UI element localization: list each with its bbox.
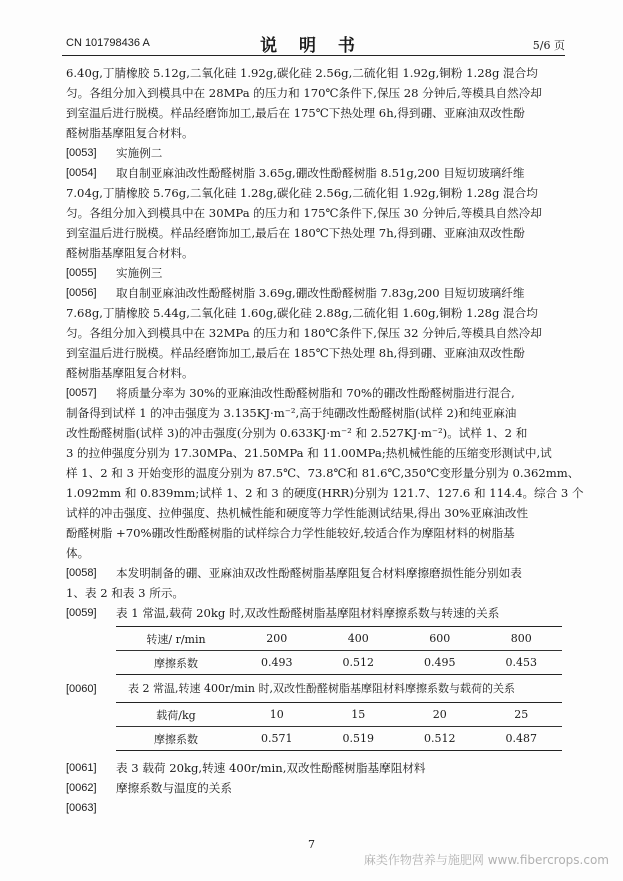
text-line: 本发明制备的硼、亚麻油双改性酚醛树脂基摩阻复合材料摩擦磨损性能分别如表 <box>116 566 522 580</box>
table-cell: 0.571 <box>261 732 293 745</box>
table-row <box>116 651 562 675</box>
table-cell: 0.519 <box>342 732 374 745</box>
table-caption: 表 3 载荷 20kg,转速 400r/min,双改性酚醛树脂基摩阻材料 <box>116 761 426 775</box>
table-cell: 摩擦系数 <box>154 732 198 746</box>
paragraph-tag: [0063] <box>66 802 97 814</box>
table-cell: 400 <box>347 632 369 645</box>
table-cell: 800 <box>510 632 532 645</box>
text-line: 样 1、2 和 3 开始变形的温度分别为 87.5℃、73.8℃和 81.6℃,350℃变形量分别为 0.362mm、 <box>66 466 580 480</box>
text-line: 7.04g,丁腈橡胶 5.76g,二氧化硅 1.28g,碳化硅 2.56g,二硫化钼 1.92g,铜粉 1.28g 混合均 <box>66 186 538 200</box>
text-line: 匀。各组分加入到模具中在 30MPa 的压力和 175℃条件下,保压 30 分钟后,等模具自然冷却 <box>66 206 542 220</box>
table-1 <box>116 626 562 675</box>
table-cell: 200 <box>266 632 288 645</box>
text-line: 7.68g,丁腈橡胶 5.44g,二氧化硅 1.60g,碳化硅 2.88g,二硫化钼 1.60g,铜粉 1.28g 混合均 <box>66 306 538 320</box>
table-caption: 表 1 常温,载荷 20kg 时,双改性酚醛树脂基摩阻材料摩擦系数与转速的关系 <box>116 606 500 620</box>
table-cell: 0.512 <box>342 656 374 669</box>
text-line: 摩擦系数与温度的关系 <box>116 781 232 795</box>
table-header-row <box>116 627 562 651</box>
table-cell: 0.487 <box>505 732 537 745</box>
table-row <box>116 727 562 751</box>
text-line: 3 的拉伸强度分别为 17.30MPa、21.50MPa 和 11.00MPa;热机械性能的压缩变形测试中,试 <box>66 446 552 460</box>
page-number: 7 <box>308 838 315 851</box>
table-cell: 10 <box>269 708 284 721</box>
text-line: 到室温后进行脱模。样品经磨饰加工,最后在 185℃下热处理 8h,得到硼、亚麻油双改性酚 <box>66 346 525 360</box>
text-line: 试样的冲击强度、拉伸强度、热机械性能和硬度等力学性能测试结果,得出 30%亚麻油改性 <box>66 506 529 520</box>
text-line: 改性酚醛树脂(试样 3)的冲击强度(分别为 0.633KJ·m⁻² 和 2.527KJ·m⁻²)。试样 1、2 和 <box>66 426 528 440</box>
paragraph-tag: [0058] <box>66 567 97 579</box>
table-cell: 25 <box>514 708 529 721</box>
text-line: 1.092mm 和 0.839mm;试样 1、2 和 3 的硬度(HRR)分别为 121.7、127.6 和 114.4。综合 3 个 <box>66 486 584 500</box>
table-cell: 600 <box>429 632 451 645</box>
section-heading: 实施例二 <box>116 146 163 160</box>
table-2 <box>116 702 562 751</box>
table-header-row <box>116 703 562 727</box>
text-line: 制备得到试样 1 的冲击强度为 3.135KJ·m⁻²,高于纯硼改性酚醛树脂(试样 2)和纯亚麻油 <box>66 406 517 420</box>
table-cell: 载荷/kg <box>156 708 196 722</box>
paragraph-tag: [0056] <box>66 287 97 299</box>
paragraph-tag: [0062] <box>66 782 97 794</box>
paragraph-tag: [0053] <box>66 147 97 159</box>
patent-number: CN 101798436 A <box>66 37 150 49</box>
text-line: 匀。各组分加入到模具中在 32MPa 的压力和 180℃条件下,保压 32 分钟后,等模具自然冷却 <box>66 326 542 340</box>
text-line: 到室温后进行脱模。样品经磨饰加工,最后在 180℃下热处理 7h,得到硼、亚麻油双改性酚 <box>66 226 525 240</box>
text-line: 取自制亚麻油改性酚醛树脂 3.65g,硼改性酚醛树脂 8.51g,200 目短切玻璃纤维 <box>116 166 525 180</box>
table-cell: 转速/ r/min <box>146 632 206 646</box>
paragraph-tag: [0057] <box>66 387 97 399</box>
text-line: 取自制亚麻油改性酚醛树脂 3.69g,硼改性酚醛树脂 7.83g,200 目短切玻璃纤维 <box>116 286 525 300</box>
table-cell: 0.493 <box>261 656 293 669</box>
text-line: 1、表 2 和表 3 所示。 <box>66 586 185 600</box>
table-cell: 0.453 <box>505 656 537 669</box>
table-caption: 表 2 常温,转速 400r/min 时,双改性酚醛树脂基摩阻材料摩擦系数与载荷的关系 <box>128 682 515 695</box>
text-line: 匀。各组分加入到模具中在 28MPa 的压力和 170℃条件下,保压 28 分钟后,等模具自然冷却 <box>66 86 542 100</box>
watermark: 麻类作物营养与施肥网 www.fibercrops.com <box>363 853 609 867</box>
table-cell: 0.495 <box>424 656 456 669</box>
paragraph-tag: [0061] <box>66 762 97 774</box>
text-line: 醛树脂基摩阻复合材料。 <box>66 246 194 260</box>
page-indicator: 5/6 页 <box>532 39 565 52</box>
paragraph-tag: [0060] <box>66 683 97 695</box>
paragraph-tag: [0055] <box>66 267 97 279</box>
text-line: 酚醛树脂 +70%硼改性酚醛树脂的试样综合力学性能较好,较适合作为摩阻材料的树脂基 <box>66 526 515 540</box>
text-line: 体。 <box>66 546 90 560</box>
table-cell: 15 <box>351 708 366 721</box>
text-line: 将质量分率为 30%的亚麻油改性酚醛树脂和 70%的硼改性酚醛树脂进行混合, <box>116 386 515 400</box>
section-heading: 实施例三 <box>116 266 163 280</box>
text-line: 6.40g,丁腈橡胶 5.12g,二氧化硅 1.92g,碳化硅 2.56g,二硫化钼 1.92g,铜粉 1.28g 混合均 <box>66 66 538 80</box>
paragraph-tag: [0059] <box>66 607 97 619</box>
paragraph-tag: [0054] <box>66 167 97 179</box>
text-line: 醛树脂基摩阻复合材料。 <box>66 366 194 380</box>
text-line: 醛树脂基摩阻复合材料。 <box>66 126 194 140</box>
table-cell: 20 <box>432 708 447 721</box>
table-cell: 0.512 <box>424 732 456 745</box>
text-line: 到室温后进行脱模。样品经磨饰加工,最后在 175℃下热处理 6h,得到硼、亚麻油双改性酚 <box>66 106 525 120</box>
page-title: 说 明 书 <box>260 36 363 56</box>
header-rule <box>62 55 565 56</box>
table-cell: 摩擦系数 <box>154 656 198 670</box>
